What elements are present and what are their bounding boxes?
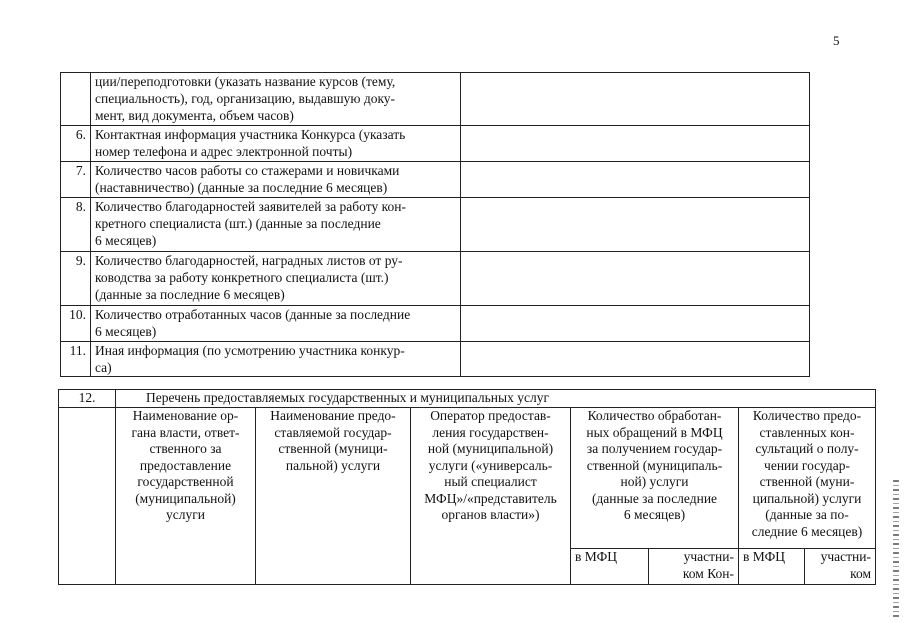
row-number: 10. bbox=[61, 306, 91, 342]
services-table bbox=[58, 389, 876, 585]
criteria-table bbox=[60, 72, 810, 377]
answer-cell[interactable] bbox=[461, 252, 810, 306]
subheader-participant: участни- ком bbox=[805, 549, 876, 585]
subheader-mfc: в МФЦ bbox=[571, 549, 649, 585]
row-text: Количество отработанных часов (данные за последние 6 месяцев) bbox=[91, 306, 461, 342]
row-number: 7. bbox=[61, 162, 91, 198]
col-header-service-name: Наименование предо- ставляемой государ- ственной (муници- пальной) услуги bbox=[256, 408, 411, 585]
row-text: Количество часов работы со стажерами и новичками (наставничество) (данные за последние 6 месяцев) bbox=[91, 162, 461, 198]
col-header-requests-count: Количество обработан- ных обращений в МФЦ за получением государ- ственной (муниципаль- ной) услуги (данные за последние 6 месяцев) bbox=[571, 408, 739, 549]
row-number: 12. bbox=[59, 390, 116, 408]
answer-cell[interactable] bbox=[461, 198, 810, 252]
page-number: 5 bbox=[833, 33, 840, 48]
answer-cell[interactable] bbox=[461, 306, 810, 342]
table-row bbox=[61, 73, 810, 126]
row-number bbox=[61, 73, 91, 126]
services-title: Перечень предоставляемых государственных и муниципальных услуг bbox=[116, 390, 876, 408]
answer-cell[interactable] bbox=[461, 73, 810, 126]
row-text: Количество благодарностей заявителей за работу кон- кретного специалиста (шт.) (данные за последние 6 месяцев) bbox=[91, 198, 461, 252]
services-columns-row bbox=[59, 408, 876, 549]
subheader-mfc: в МФЦ bbox=[739, 549, 805, 585]
table-row bbox=[61, 306, 810, 342]
row-number: 8. bbox=[61, 198, 91, 252]
row-number: 11. bbox=[61, 342, 91, 377]
table-row bbox=[61, 342, 810, 377]
subheader-participant: участни- ком Кон- bbox=[649, 549, 739, 585]
row-text: Количество благодарностей, наградных листов от ру- ководства за работу конкретного специалиста (шт.) (данные за последние 6 месяцев) bbox=[91, 252, 461, 306]
col-header-operator: Оператор предостав- ления государствен- ной (муниципальной) услуги («универсаль- ный специалист МФЦ»/«представитель органов власти») bbox=[411, 408, 571, 585]
scan-edge-artifact bbox=[893, 480, 899, 620]
row-text: Иная информация (по усмотрению участника конкур- са) bbox=[91, 342, 461, 377]
empty-cell bbox=[59, 408, 116, 585]
answer-cell[interactable] bbox=[461, 126, 810, 162]
table-row bbox=[61, 198, 810, 252]
table-row bbox=[61, 162, 810, 198]
row-text: Контактная информация участника Конкурса (указать номер телефона и адрес электронной почты) bbox=[91, 126, 461, 162]
row-text: ции/переподготовки (указать название курсов (тему, специальность), год, организацию, выдавшую доку- мент, вид документа, объем часов) bbox=[91, 73, 461, 126]
answer-cell[interactable] bbox=[461, 342, 810, 377]
table-row bbox=[61, 252, 810, 306]
row-number: 9. bbox=[61, 252, 91, 306]
row-number: 6. bbox=[61, 126, 91, 162]
col-header-consultations-count: Количество предо- ставленных кон- сультаций о полу- чении государ- ственной (муни- ципальной) услуги (данные за по- следние 6 месяцев) bbox=[739, 408, 876, 549]
table-row bbox=[61, 126, 810, 162]
answer-cell[interactable] bbox=[461, 162, 810, 198]
services-header-row bbox=[59, 390, 876, 408]
col-header-authority: Наименование ор- гана власти, ответ- ственного за предоставление государственной (муниципальной) услуги bbox=[116, 408, 256, 585]
